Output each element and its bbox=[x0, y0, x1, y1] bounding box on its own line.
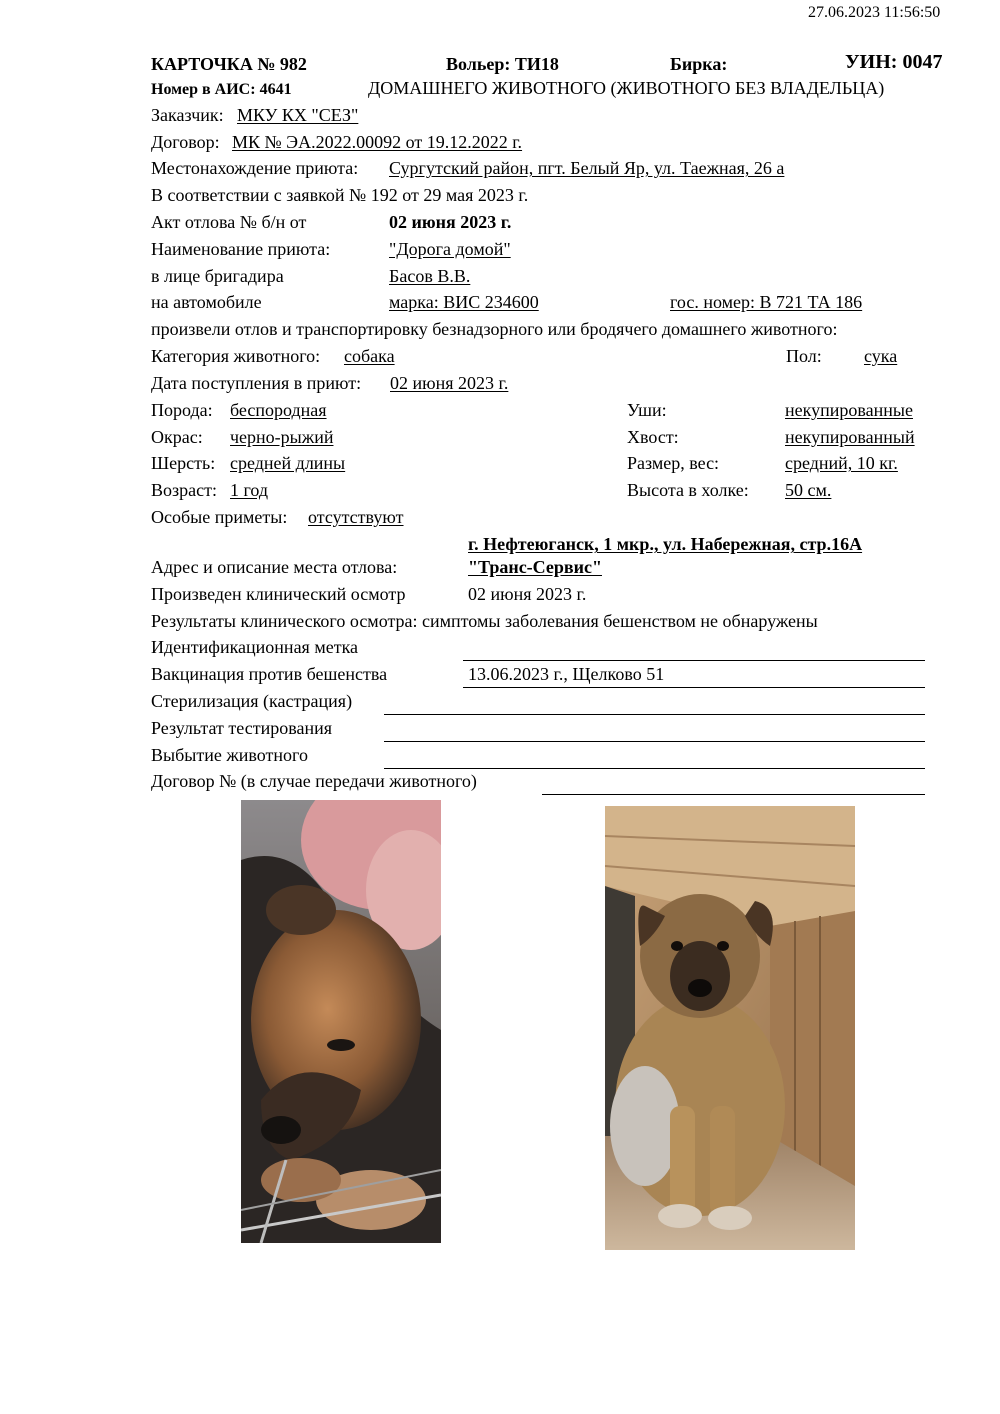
customer-value: МКУ КХ "СЕЗ" bbox=[237, 105, 359, 125]
size-value: средний, 10 кг. bbox=[785, 453, 898, 473]
vehicle-plate: гос. номер: В 721 ТА 186 bbox=[670, 292, 863, 312]
shelter-location-label: Местонахождение приюта: bbox=[151, 158, 359, 178]
sex-label: Пол: bbox=[786, 346, 822, 366]
coat-label: Шерсть: bbox=[151, 453, 216, 473]
height-value: 50 см. bbox=[785, 480, 832, 500]
capture-act-label: Акт отлова № б/н от bbox=[151, 212, 307, 232]
category-value: собака bbox=[344, 346, 395, 366]
capture-act-date: 02 июня 2023 г. bbox=[389, 212, 512, 232]
arrival-label: Дата поступления в приют: bbox=[151, 373, 362, 393]
request-line: В соответствии с заявкой № 192 от 29 мая 2023 г. bbox=[151, 185, 529, 205]
exam-date: 02 июня 2023 г. bbox=[468, 584, 587, 604]
dog-photo-right bbox=[605, 806, 855, 1250]
exam-label: Произведен клинический осмотр bbox=[151, 584, 406, 604]
ais-number: Номер в АИС: 4641 bbox=[151, 81, 292, 98]
card-number: КАРТОЧКА № 982 bbox=[151, 54, 307, 74]
capture-place-line1: г. Нефтеюганск, 1 мкр., ул. Набережная, стр.16А bbox=[468, 534, 863, 554]
transfer-contract-label: Договор № (в случае передачи животного) bbox=[151, 771, 477, 791]
print-timestamp: 27.06.2023 11:56:50 bbox=[808, 4, 941, 21]
marks-label: Особые приметы: bbox=[151, 507, 288, 527]
size-label: Размер, вес: bbox=[627, 453, 720, 473]
sterilization-line bbox=[384, 714, 925, 715]
dog-photo-left bbox=[241, 800, 441, 1243]
test-result-line bbox=[384, 741, 925, 742]
foreman-label: в лице бригадира bbox=[151, 266, 284, 286]
shelter-name-value: "Дорога домой" bbox=[389, 239, 511, 259]
id-mark-line bbox=[463, 660, 925, 661]
age-value: 1 год bbox=[230, 480, 269, 500]
test-result-label: Результат тестирования bbox=[151, 718, 332, 738]
marks-value: отсутствуют bbox=[308, 507, 404, 527]
breed-value: беспородная bbox=[230, 400, 327, 420]
capture-statement: произвели отлов и транспортировку безнадзорного или бродячего домашнего животного: bbox=[151, 319, 838, 339]
contract-value: МК № ЭА.2022.00092 от 19.12.2022 г. bbox=[232, 132, 523, 152]
vaccination-line bbox=[463, 687, 925, 688]
coat-value: средней длины bbox=[230, 453, 346, 473]
departure-line bbox=[384, 768, 925, 769]
tail-label: Хвост: bbox=[627, 427, 679, 447]
tag-label: Бирка: bbox=[670, 54, 728, 74]
transfer-contract-line bbox=[542, 794, 925, 795]
age-label: Возраст: bbox=[151, 480, 217, 500]
capture-place-label: Адрес и описание места отлова: bbox=[151, 557, 398, 577]
vaccination-label: Вакцинация против бешенства bbox=[151, 664, 388, 684]
capture-place-line2: "Транс-Сервис" bbox=[468, 557, 602, 577]
arrival-value: 02 июня 2023 г. bbox=[390, 373, 509, 393]
sterilization-label: Стерилизация (кастрация) bbox=[151, 691, 353, 711]
breed-label: Порода: bbox=[151, 400, 213, 420]
card-title: ДОМАШНЕГО ЖИВОТНОГО (ЖИВОТНОГО БЕЗ ВЛАДЕЛЬЦА) bbox=[368, 78, 885, 98]
vaccination-value: 13.06.2023 г., Щелково 51 bbox=[468, 664, 665, 684]
vehicle-label: на автомобиле bbox=[151, 292, 262, 312]
ears-value: некупированные bbox=[785, 400, 913, 420]
sex-value: сука bbox=[864, 346, 898, 366]
contract-label: Договор: bbox=[151, 132, 220, 152]
shelter-location-value: Сургутский район, пгт. Белый Яр, ул. Таежная, 26 а bbox=[389, 158, 785, 178]
category-label: Категория животного: bbox=[151, 346, 321, 366]
shelter-name-label: Наименование приюта: bbox=[151, 239, 331, 259]
enclosure: Вольер: ТИ18 bbox=[446, 54, 559, 74]
exam-result: Результаты клинического осмотра: симптомы заболевания бешенством не обнаружены bbox=[151, 611, 818, 631]
color-value: черно-рыжий bbox=[230, 427, 334, 447]
departure-label: Выбытие животного bbox=[151, 745, 308, 765]
color-label: Окрас: bbox=[151, 427, 203, 447]
ears-label: Уши: bbox=[627, 400, 667, 420]
height-label: Высота в холке: bbox=[627, 480, 749, 500]
tail-value: некупированный bbox=[785, 427, 915, 447]
vehicle-model: марка: ВИС 234600 bbox=[389, 292, 539, 312]
uin: УИН: 0047 bbox=[845, 51, 943, 73]
id-mark-label: Идентификационная метка bbox=[151, 637, 359, 657]
foreman-value: Басов В.В. bbox=[389, 266, 471, 286]
customer-label: Заказчик: bbox=[151, 105, 224, 125]
